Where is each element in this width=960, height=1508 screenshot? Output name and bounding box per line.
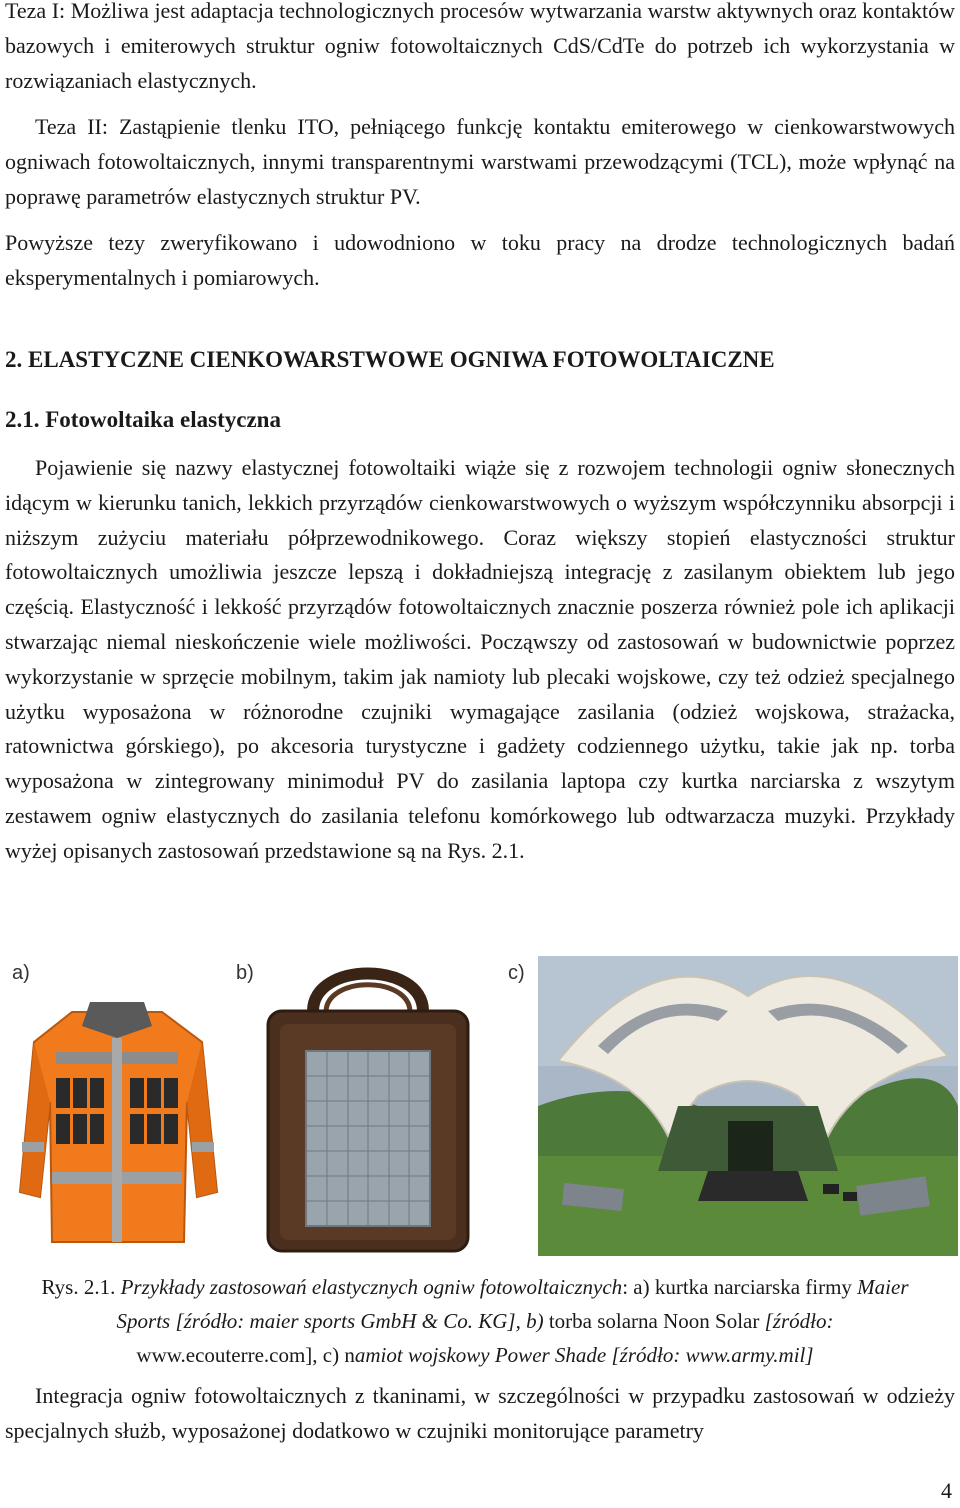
- summary-paragraph: Powyższe tezy zweryfikowano i udowodniono w toku pracy na drodze technologicznych badań eksperymentalnych i pomiarowych.: [5, 230, 955, 290]
- caption-part-c: amiot wojskowy Power Shade [źródło: www.army.mil]: [354, 1343, 814, 1367]
- figure-label-b: b): [236, 962, 254, 984]
- thesis-1: Teza I: Możliwa jest adaptacja technologicznych procesów wytwarzania warstw aktywnych oraz kontaktów bazowych i emiterowych struktur ogniw fotowoltaicznych CdS/CdTe do potrzeb ich wykorzystania w rozwiązaniach elastycznych.: [5, 0, 955, 93]
- caption-part-a: : a) kurtka narciarska firmy: [622, 1275, 858, 1299]
- solar-bag-image: [258, 956, 478, 1256]
- caption-part-b: torba solarna Noon Solar: [543, 1309, 765, 1333]
- section-heading-2-1: 2.1. Fotowoltaika elastyczna: [5, 407, 281, 432]
- military-tent-image: [538, 956, 958, 1256]
- caption-source-b: www.ecouterre.com], c) n: [136, 1343, 355, 1367]
- section-heading-2: 2. ELASTYCZNE CIENKOWARSTWOWE OGNIWA FOTOWOLTAICZNE: [5, 347, 775, 372]
- caption-source-a: Maier Sports [źródło: maier sports GmbH & Co. KG], b): [116, 1275, 909, 1333]
- figure-label-a: a): [12, 962, 30, 984]
- caption-title: Przykłady zastosowań elastycznych ogniw fotowoltaicznych: [120, 1275, 623, 1299]
- integration-paragraph: Integracja ogniw fotowoltaicznych z tkaninami, w szczególności w przypadku zastosowań w odzieży specjalnych służb, wyposażonej dodatkowo w czujniki monitorujące parametry: [5, 1383, 955, 1443]
- page-number: 4: [941, 1478, 952, 1503]
- figure-caption: [30, 1270, 920, 1372]
- figure-label-c: c): [508, 962, 525, 984]
- thesis-2: Teza II: Zastąpienie tlenku ITO, pełniącego funkcję kontaktu emiterowego w cienkowarstwowych ogniwach fotowoltaicznych, innymi transparentnymi warstwami przewodzącymi (TCL), może wpłynąć na poprawę parametrów elastycznych struktur PV.: [5, 114, 955, 209]
- caption-number: Rys. 2.1.: [41, 1275, 121, 1299]
- ski-jacket-image: [12, 992, 222, 1248]
- caption-source-b-open: [źródło:: [764, 1309, 834, 1333]
- body-paragraph: Pojawienie się nazwy elastycznej fotowoltaiki wiąże się z rozwojem technologii ogniw słonecznych idącym w kierunku tanich, lekkich przyrządów cienkowarstwowych o wyższym współczynniku absorpcji i niższym zużyciu materiału półprzewodnikowego. Coraz większy stopień elastyczności struktur fotowoltaicznych umożliwia jeszcze lepszą i dokładniejszą integrację z zasilanym obiektem lub jego częścią. Elastyczność i lekkość przyrządów fotowoltaicznych znacznie poszerza również pole ich aplikacji stwarzając niemal nieskończenie wiele możliwości. Począwszy od zastosowań w budownictwie poprzez wykorzystanie w sprzęcie mobilnym, takim jak namioty lub plecaki wojskowe, czy też odzież specjalnego użytku wyposażona w różnorodne czujniki wymagające zasilania (odzież wojskowa, strażacka, ratownictwa górskiego), po akcesoria turystyczne i gadżety codziennego użytku, takie jak np. torba wyposażona w zintegrowany minimoduł PV do zasilania laptopa czy kurtka narciarska z wszytym zestawem ogniw elastycznych do zasilania telefonu komórkowego lub odtwarzacza muzyki. Przykłady wyżej opisanych zastosowań przedstawione są na Rys. 2.1.: [5, 455, 955, 863]
